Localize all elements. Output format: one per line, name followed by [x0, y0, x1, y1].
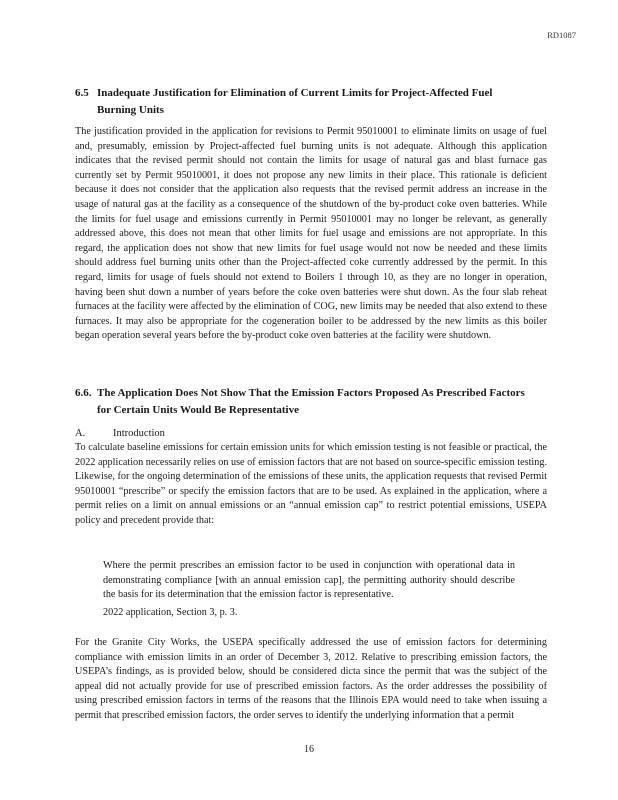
- paragraph-2-text: For the Granite City Works, the USEPA specifically addressed the use of emission factors for determining compliance with emission limits in an order of December 3, 2012. Relative to prescribing emission factors, the USEPA’s findings, as is provided below, should be considered dicta since the permit that was the subject of the appeal did not actually provide for use of prescribed emission factors. As the order addresses the possibility of using prescribed emission factors in terms of the reasons that the Illinois EPA would need to take when issuing a permit that prescribed emission factors, the order serves to identify the underlying information that a permit: [75, 637, 547, 721]
- section-number: 6.6.: [75, 387, 92, 399]
- block-quote: Where the permit prescribes an emission factor to be used in conjunction with operational data in demonstrating compliance [with an annual emission cap], the permitting authority should describe the basis for its determination that the emission factor is representative.: [103, 560, 515, 601]
- page-number: 16: [304, 744, 314, 755]
- subsection-title: Introduction: [113, 428, 165, 439]
- document-id: RD1087: [547, 30, 576, 40]
- section-6-5-paragraph: The justification provided in the application for revisions to Permit 95010001 to eliminate limits on usage of fuel and, presumably, emission by Project-affected fuel burning units is not adequate. Although this application indicates that the revised permit should not contain the limits for usage of natural gas and blast furnace gas currently set by Permit 95010001, it does not propose any new limits in their place. This rationale is deficient because it does not consider that the application also requests that the revised permit address an increase in the usage of natural gas at the facility as a consequence of the shutdown of the by-product coke oven batteries. While the limits for fuel usage and emissions currently in Permit 95010001 may no longer be relevant, as generally addressed above, this does not mean that other limits for fuel usage and emissions are not appropriate. In this regard, the application does not show that new limits for fuel usage would not now be needed and these limits should address fuel burning units other than the Project-affected coke currently addressed by the permit. In this regard, limits for usage of fuels should not extend to Boilers 1 through 10, as they are no longer in operation, having been shut down a number of years before the coke oven batteries were shut down. As the four slab reheat furnaces at the facility were affected by the elimination of COG, new limits may be needed that also extend to these furnaces. It may also be appropriate for the cogeneration boiler to be addressed by the new limits as this boiler began operation several years before the by-product coke oven batteries at the facility were shutdown.: [75, 126, 547, 342]
- section-title-line2: Burning Units: [97, 104, 164, 116]
- section-6-6-paragraph-1: To calculate baseline emissions for certain emission units for which emission testing is not feasible or practical, the 2022 application necessarily relies on use of emission factors that are not based on source-specific emission testing. Likewise, for the ongoing determination of the emissions of these units, the application requests that revised Permit 95010001 “prescribe” or specify the emission factors that are to be used. As explained in the application, where a permit relies on a limit on annual emissions or an “annual emission cap” to restrict potential emissions, USEPA policy and precedent provide that:: [75, 442, 547, 526]
- subsection-heading: [75, 427, 165, 441]
- section-title-line2: for Certain Units Would Be Representative: [97, 404, 299, 416]
- section-number: 6.5: [75, 87, 89, 99]
- section-6-5-heading: [75, 85, 545, 119]
- quote-citation: 2022 application, Section 3, p. 3.: [103, 607, 238, 618]
- section-6-6-paragraph-2: [75, 636, 547, 724]
- section-title-line1: Inadequate Justification for Elimination of Current Limits for Project-Affected Fuel: [97, 87, 493, 99]
- subsection-letter: A.: [75, 428, 86, 439]
- section-6-6-heading: [75, 385, 545, 419]
- section-title-line1: The Application Does Not Show That the Emission Factors Proposed As Prescribed Factors: [97, 387, 525, 399]
